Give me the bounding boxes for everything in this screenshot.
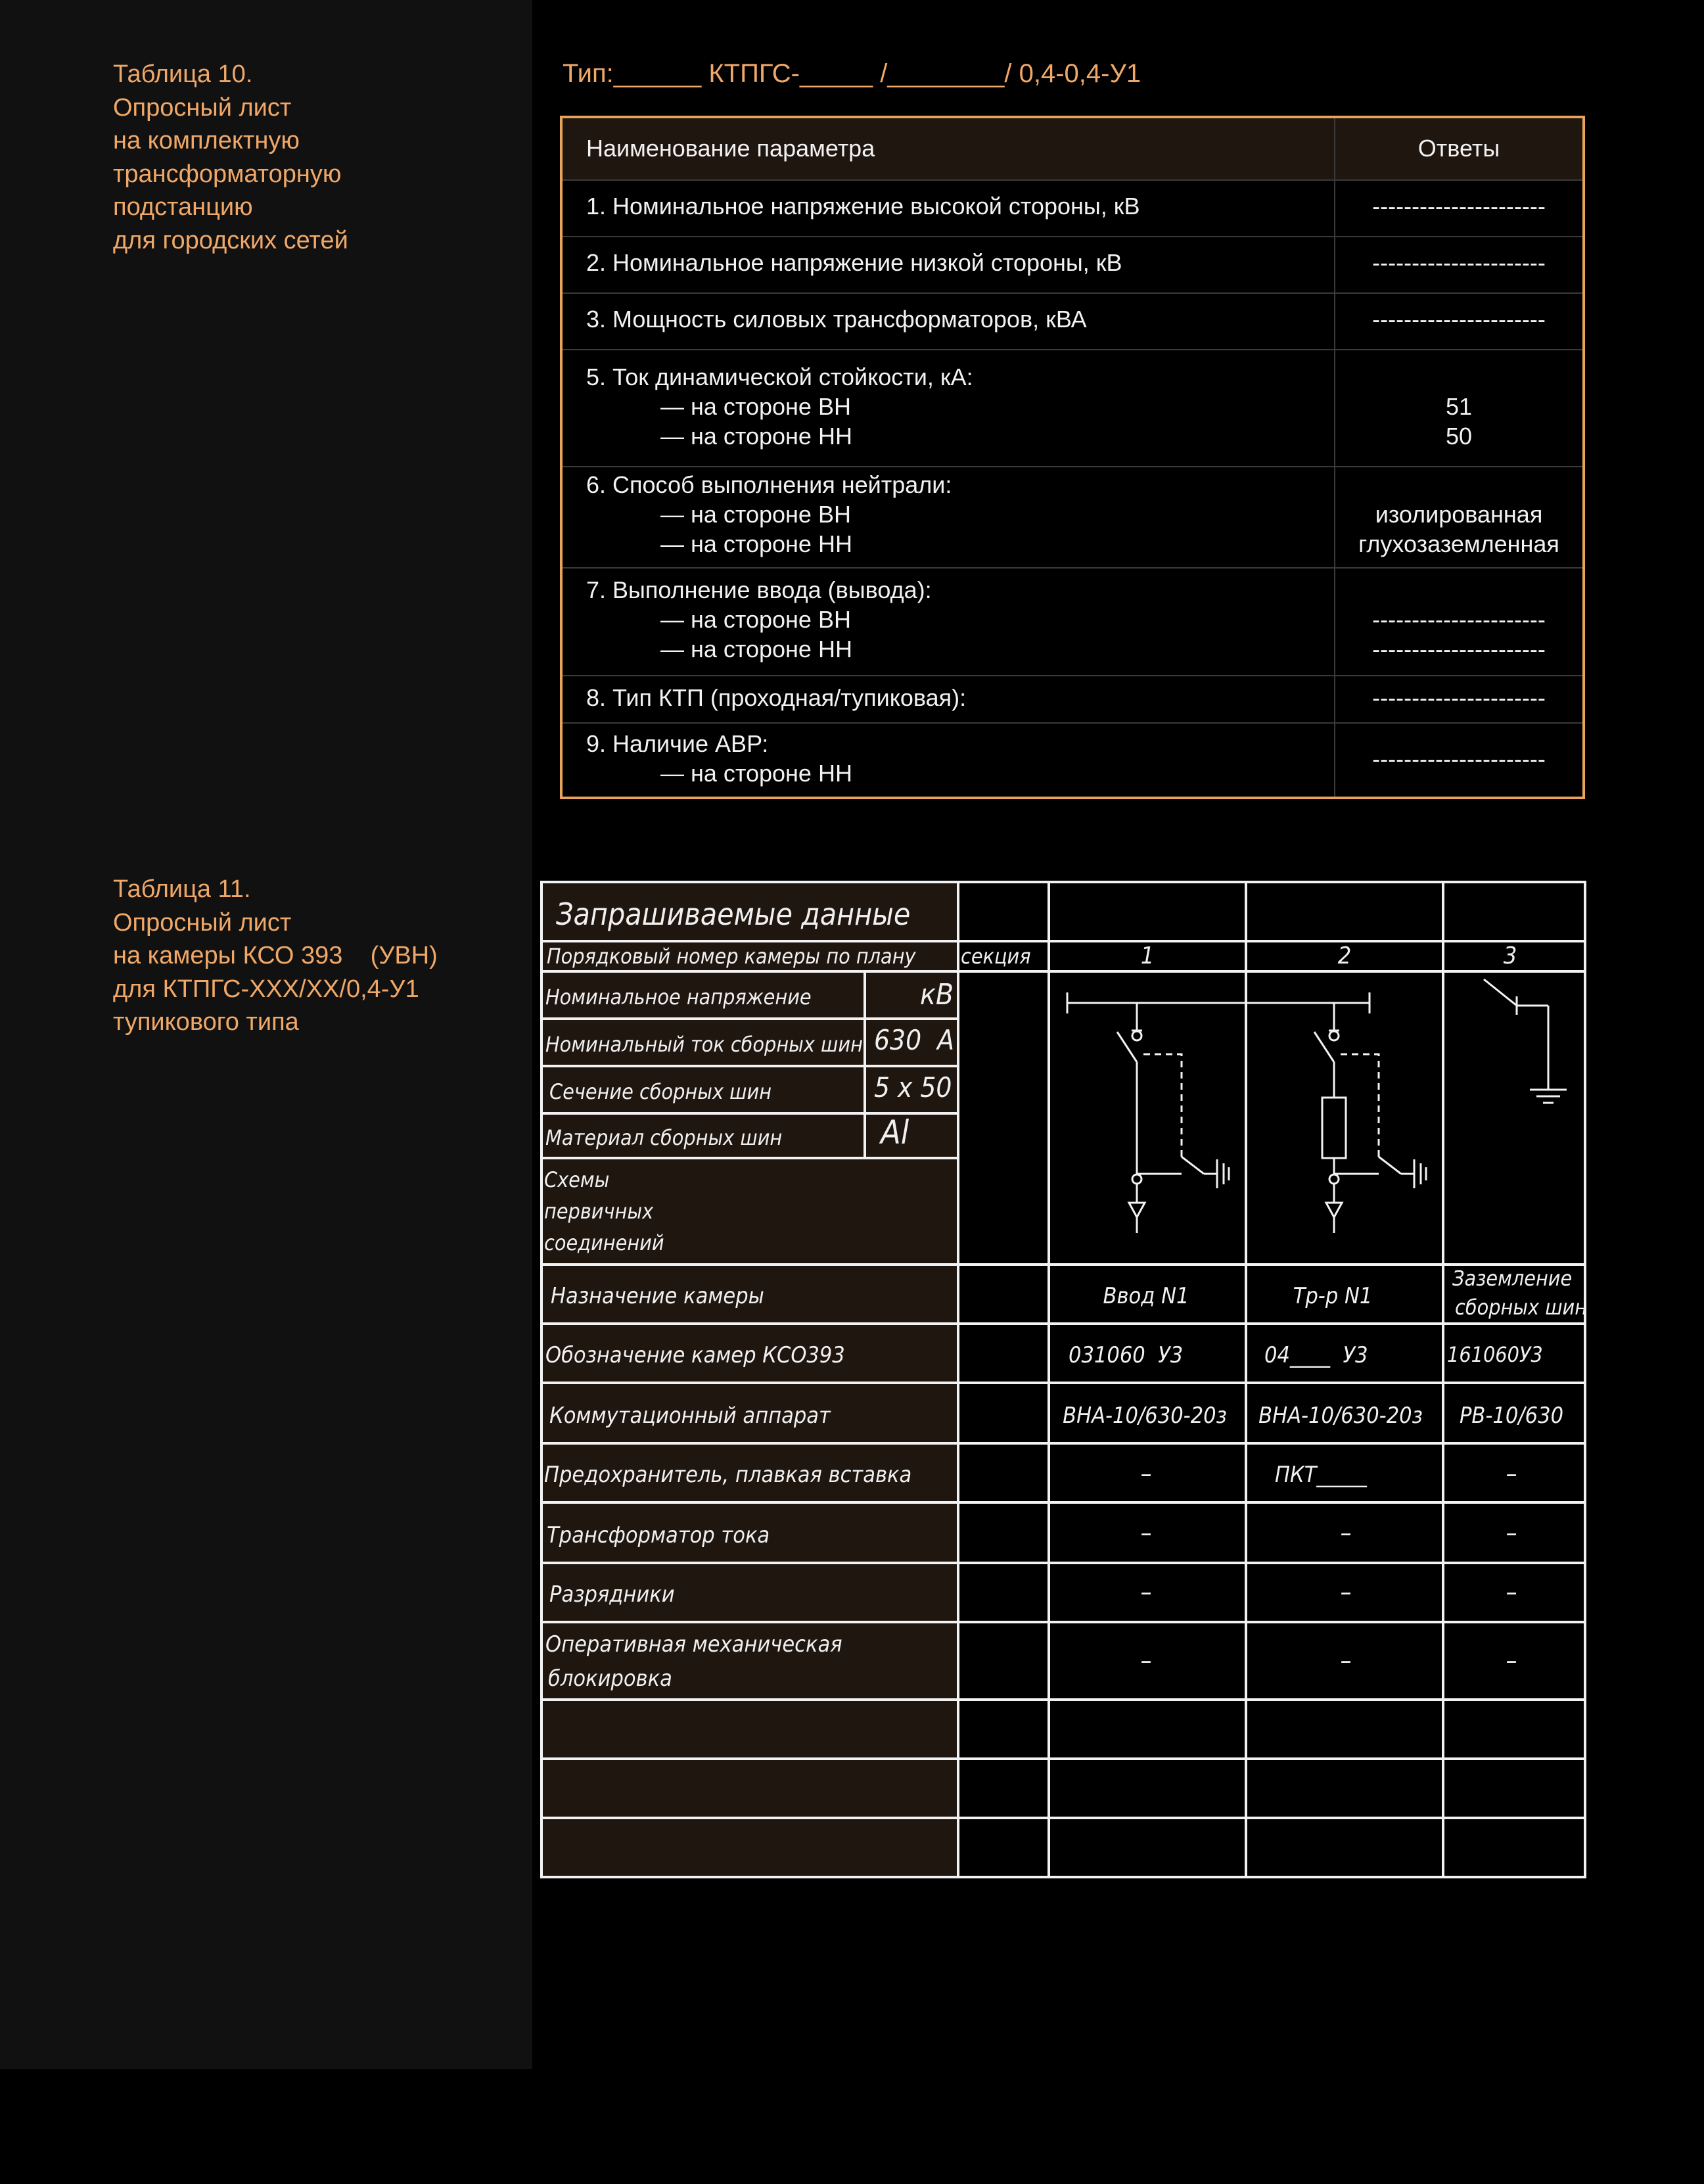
table-row <box>563 236 1582 294</box>
param-label: Сечение сборных шин <box>549 1079 772 1104</box>
param-text: 3. Мощность силовых трансформаторов, кВА <box>586 306 1087 333</box>
cell-value: ПКТ_____ <box>1275 1462 1367 1488</box>
cell-value: – <box>1340 1518 1352 1547</box>
answer-text: изолированная <box>1375 501 1543 528</box>
cell-value: 04____ У3 <box>1264 1342 1368 1368</box>
param-subtext: — на стороне НН <box>660 636 852 662</box>
schema-label-line: Схемы <box>544 1167 610 1192</box>
column-divider <box>1334 118 1335 797</box>
param-text: 6. Способ выполнения нейтрали: <box>586 471 952 498</box>
caption-line: подстанцию <box>113 193 253 221</box>
caption-line: для КТПГС-ХХХ/ХХ/0,4-У1 <box>113 975 419 1003</box>
cell-value: Тр-р N1 <box>1293 1283 1373 1309</box>
camera-number: 1 <box>1140 942 1155 969</box>
table11-title: Запрашиваемые данные <box>556 896 911 932</box>
table-row <box>563 722 1582 798</box>
cell-value: – <box>1340 1646 1352 1675</box>
caption-line: Опросный лист <box>113 93 292 122</box>
param-subtext: — на стороне НН <box>660 530 852 557</box>
caption-line: Опросный лист <box>113 908 292 937</box>
order-label: Порядковый номер камеры по плану <box>547 944 916 969</box>
param-subtext: — на стороне НН <box>660 423 852 450</box>
table-row <box>563 567 1582 676</box>
type-designation: Тип:______ КТПГС-_____ /________/ 0,4-0,4-У1 <box>563 59 1141 88</box>
answer-text: ---------------------- <box>1372 684 1546 711</box>
section-label: секция <box>961 944 1031 969</box>
cell-value: ВНА-10/630-20з <box>1063 1403 1227 1429</box>
caption-line: на камеры КСО 393 (УВН) <box>113 942 438 969</box>
row-label-line: блокировка <box>548 1665 672 1692</box>
cell-value: – <box>1506 1646 1517 1675</box>
row-label-line: Оперативная механическая <box>545 1631 842 1658</box>
table-row <box>563 179 1582 237</box>
param-subtext: — на стороне НН <box>660 760 852 787</box>
answer-text: 50 <box>1445 423 1473 450</box>
camera1-schematic <box>1117 1003 1229 1233</box>
param-text: 5. Ток динамической стойкости, кА: <box>586 363 973 390</box>
param-label: Номинальный ток сборных шин <box>545 1032 863 1057</box>
cell-value: – <box>1140 1518 1152 1547</box>
table11 <box>540 881 1586 1878</box>
cell-value: – <box>1140 1459 1152 1488</box>
cell-value: Ввод N1 <box>1103 1283 1189 1309</box>
param-value: 630 А <box>874 1024 954 1056</box>
header-answer: Ответы <box>1417 135 1500 162</box>
cell-value: – <box>1506 1518 1517 1547</box>
camera-number: 2 <box>1337 942 1352 969</box>
table-row <box>563 675 1582 724</box>
answer-text: ---------------------- <box>1372 193 1546 220</box>
cell-value: 031060 У3 <box>1069 1342 1184 1368</box>
answer-text: ---------------------- <box>1372 636 1546 662</box>
param-value: 5 х 50 <box>874 1071 952 1104</box>
row-label: Обозначение камер КСО393 <box>545 1342 845 1368</box>
answer-text: 51 <box>1445 393 1473 420</box>
table11-grid <box>540 881 1586 1878</box>
camera-number: 3 <box>1503 942 1517 969</box>
cell-value: Заземление <box>1452 1266 1573 1291</box>
cell-value: – <box>1140 1646 1152 1675</box>
caption-line: тупикового типа <box>113 1008 299 1036</box>
table-row <box>563 349 1582 467</box>
param-text: 1. Номинальное напряжение высокой стороны, кВ <box>586 193 1140 220</box>
param-subtext: — на стороне ВН <box>660 606 851 633</box>
param-subtext: — на стороне ВН <box>660 501 851 528</box>
row-label: Разрядники <box>549 1581 675 1608</box>
cell-value: 161060У3 <box>1447 1342 1543 1367</box>
param-value: Al <box>881 1113 910 1151</box>
schema-label-line: соединений <box>544 1230 664 1255</box>
answer-text: ---------------------- <box>1372 249 1546 276</box>
table10 <box>560 116 1585 799</box>
row-label: Коммутационный аппарат <box>549 1403 831 1429</box>
table-row <box>563 466 1582 569</box>
answer-text: ---------------------- <box>1372 606 1546 633</box>
cell-value: РВ-10/630 <box>1459 1403 1564 1429</box>
cell-value: – <box>1340 1577 1352 1606</box>
table10-caption <box>113 58 348 257</box>
param-label: Номинальное напряжение <box>545 985 812 1010</box>
camera2-schematic <box>1314 1003 1426 1233</box>
caption-line: на комплектную <box>113 127 300 154</box>
table10-header <box>563 118 1582 179</box>
answer-text: ---------------------- <box>1372 306 1546 333</box>
table-row <box>563 292 1582 350</box>
param-label: Материал сборных шин <box>545 1125 783 1150</box>
schema-label-line: первичных <box>544 1199 654 1224</box>
cell-value: ВНА-10/630-20з <box>1258 1403 1423 1429</box>
caption-line: Таблица 11. <box>113 875 251 903</box>
param-text: 2. Номинальное напряжение низкой стороны, кВ <box>586 249 1122 276</box>
caption-line: Таблица 10. <box>113 60 253 88</box>
schematic-diagrams <box>1067 979 1567 1233</box>
param-text: 9. Наличие АВР: <box>586 730 769 757</box>
param-text: 8. Тип КТП (проходная/тупиковая): <box>586 684 967 711</box>
cell-value: – <box>1506 1459 1517 1488</box>
answer-text: ---------------------- <box>1372 745 1546 772</box>
row-label: Назначение камеры <box>551 1283 764 1309</box>
param-text: 7. Выполнение ввода (вывода): <box>586 576 932 603</box>
camera3-earthing-schematic <box>1484 979 1567 1103</box>
cell-value: сборных шин <box>1455 1295 1588 1320</box>
answer-text: глухозаземленная <box>1358 530 1559 557</box>
param-value: кВ <box>920 978 954 1011</box>
cell-value: – <box>1506 1577 1517 1606</box>
caption-line: для городских сетей <box>113 226 348 254</box>
row-label: Трансформатор тока <box>547 1522 770 1548</box>
param-subtext: — на стороне ВН <box>660 393 851 420</box>
caption-line: трансформаторную <box>113 160 342 188</box>
row-label: Предохранитель, плавкая вставка <box>544 1462 912 1488</box>
header-param: Наименование параметра <box>586 135 875 162</box>
table11-caption <box>113 873 438 1039</box>
cell-value: – <box>1140 1577 1152 1606</box>
